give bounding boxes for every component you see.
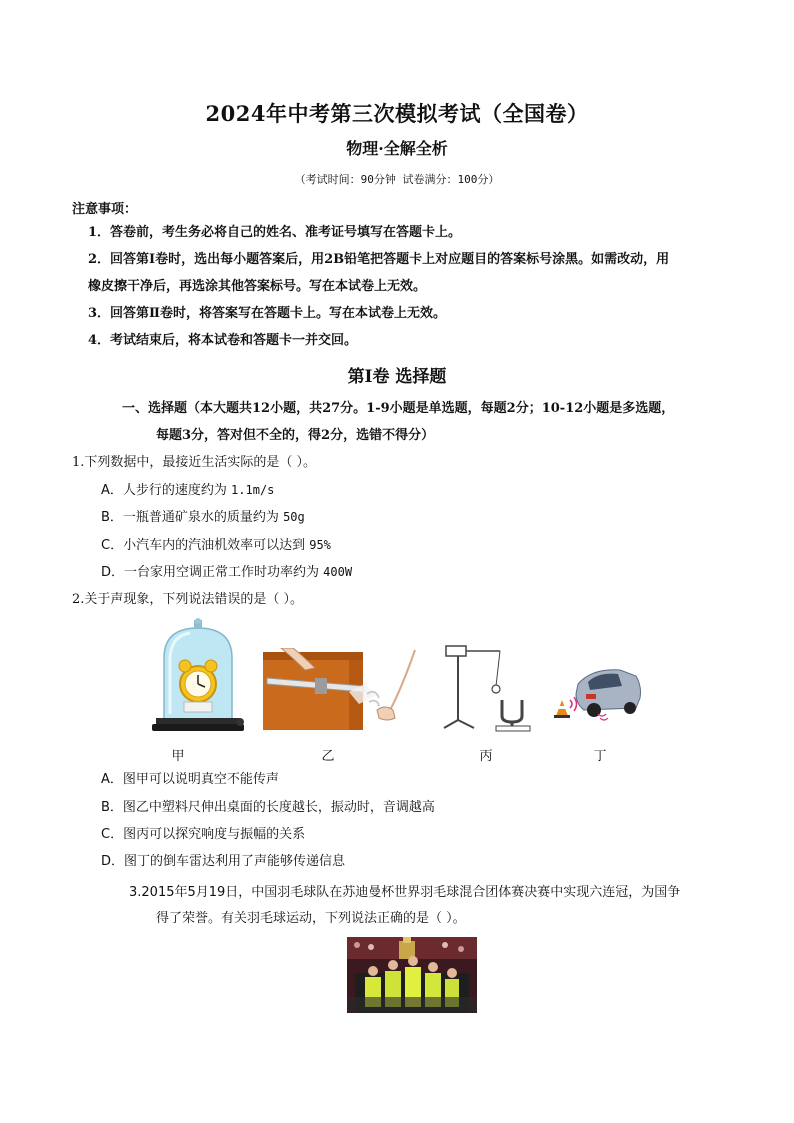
section-title: 第Ⅰ卷 选择题: [347, 367, 447, 387]
option-text: 一瓶普通矿泉水的质量约为: [122, 510, 284, 525]
option-letter: C．: [101, 827, 124, 842]
question-1-option-b: [101, 507, 305, 528]
note-item: 3．回答第Ⅱ卷时，将答案写在答题卡上。写在本试卷上无效。: [88, 306, 447, 321]
figure-label-bing: 丙: [479, 749, 493, 764]
figure-pendulum-tuning-fork: [440, 640, 542, 732]
figure-badminton-team-photo: [347, 937, 477, 1013]
option-text: 人步行的速度约为: [122, 483, 232, 498]
option-text: 图甲可以说明真空不能传声: [122, 772, 279, 787]
note-item: 4．考试结束后，将本试卷和答题卡一并交回。: [88, 333, 358, 348]
section-desc-continued: 每题3分，答对但不全的，得2分，选错不得分）: [156, 428, 435, 443]
notes-title: 注意事项：: [72, 202, 138, 217]
option-value: 95%: [309, 538, 331, 552]
note-item: 1．答卷前，考生务必将自己的姓名、准考证号填写在答题卡上。: [88, 225, 462, 240]
question-1-option-d: [101, 562, 352, 583]
option-letter: A．: [101, 483, 123, 498]
question-2-stem: 2.关于声现象，下列说法错误的是（ ）。: [72, 592, 304, 607]
option-letter: A．: [101, 772, 123, 787]
question-2-option-d: [101, 852, 345, 872]
option-value: 400W: [323, 565, 353, 579]
question-3-stem-continued: 得了荣誉。有关羽毛球运动，下列说法正确的是（ ）。: [156, 911, 466, 926]
option-text: 图丙可以探究响度与振幅的关系: [123, 827, 306, 842]
option-letter: B．: [101, 800, 123, 815]
figure-car-parking-radar: [548, 664, 644, 722]
question-1-option-c: [101, 535, 331, 556]
option-text: 一台家用空调正常工作时功率约为: [124, 565, 324, 580]
figure-label-ding: 丁: [593, 749, 607, 764]
option-letter: D．: [101, 854, 125, 869]
question-1-stem: 1.下列数据中，最接近生活实际的是（ ）。: [72, 455, 317, 470]
section-desc: 一、选择题（本大题共12小题，共27分。1-9小题是单选题，每题2分；10-12小题是多选题，: [122, 401, 675, 416]
question-1-option-a: [101, 480, 274, 501]
figure-label-yi: 乙: [321, 749, 335, 764]
exam-info: （考试时间：90分钟 试卷满分：100分）: [294, 173, 500, 186]
note-item: 2．回答第Ⅰ卷时，选出每小题答案后，用2B铅笔把答题卡上对应题目的答案标号涂黑。如需改动，用: [88, 252, 670, 267]
question-2-option-b: [101, 798, 435, 818]
figure-label-jia: 甲: [171, 749, 185, 764]
question-2-option-c: [101, 825, 305, 845]
note-item-continued: 橡皮擦干净后，再选涂其他答案标号。写在本试卷上无效。: [88, 279, 427, 294]
question-3-stem: 3.2015年5月19日，中国羽毛球队在苏迪曼杯世界羽毛球混合团体赛决赛中实现六连冠，为国争: [129, 885, 681, 900]
option-value: 50g: [283, 510, 305, 524]
option-text: 图丁的倒车雷达利用了声能够传递信息: [124, 854, 346, 869]
figure-ruler-on-table: [263, 648, 421, 730]
figure-bell-jar-clock: [150, 618, 246, 736]
option-text: 小汽车内的汽油机效率可以达到: [123, 538, 310, 553]
option-letter: B．: [101, 510, 123, 525]
option-value: 1.1m/s: [231, 483, 275, 497]
option-letter: D．: [101, 565, 125, 580]
question-2-option-a: [101, 770, 279, 790]
page-subtitle: 物理·全解全析: [346, 139, 448, 158]
page-title: 2024年中考第三次模拟考试（全国卷）: [205, 101, 589, 126]
option-letter: C．: [101, 538, 124, 553]
option-text: 图乙中塑料尺伸出桌面的长度越长，振动时，音调越高: [122, 800, 435, 815]
